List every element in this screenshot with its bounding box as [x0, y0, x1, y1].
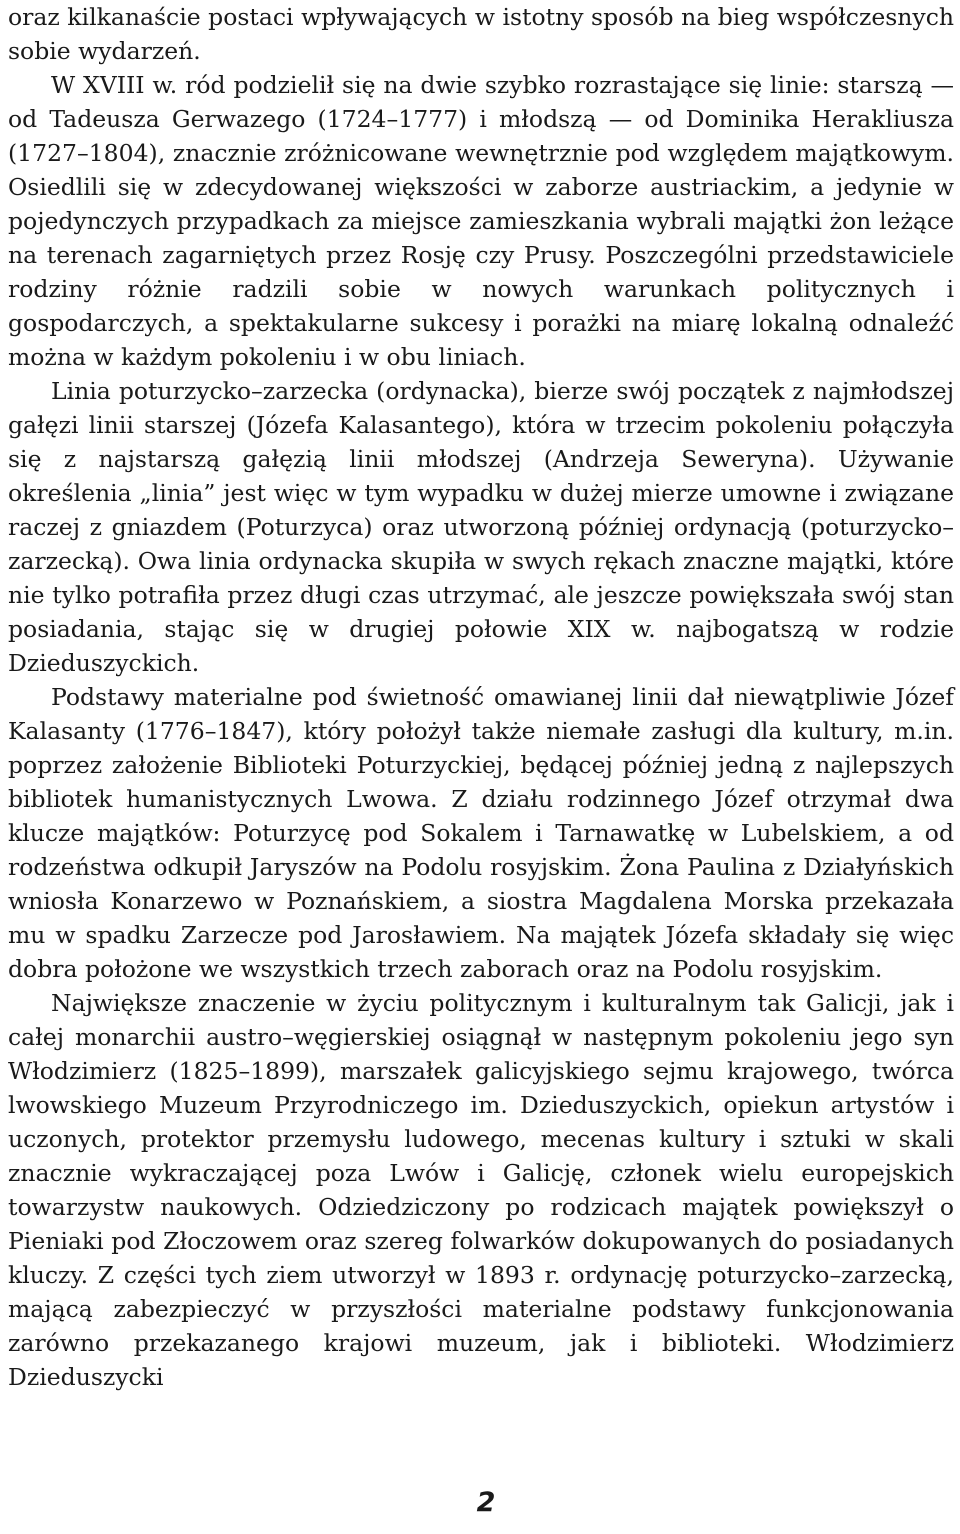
document-page — [8, 0, 954, 1534]
paragraph-ordynacka-line: Linia poturzycko–zarzecka (ordynacka), bierze swój początek z najmłodszej gałęzi linii starszej (Józefa Kalasantego), która w trzecim pokoleniu połączyła się z najstarszą gałęzią linii młodszej (Andrzeja Seweryna). Używanie określenia „linia” jest więc w tym wypadku w dużej mierze umowne i związane raczej z gniazdem (Poturzyca) oraz utworzoną później ordynacją (poturzycko–zarzecką). Owa linia ordynacka skupiła w swych rękach znaczne majątki, które nie tylko potrafiła przez długi czas utrzymać, ale jeszcze powiększała swój stan posiadania, stając się w drugiej połowie XIX w. najbogatszą w rodzie Dzieduszyckich. — [8, 377, 954, 677]
body-text — [8, 0, 954, 1394]
page-number: 2 — [476, 1487, 496, 1518]
paragraph-jozef-kalasanty: Podstawy materialne pod świetność omawianej linii dał niewątpliwie Józef Kalasanty (1776–1847), który położył także niemałe zasługi dla kultury, m.in. poprzez założenie Biblioteki Poturzyckiej, będącej później jedną z najlepszych bibliotek humanistycznych Lwowa. Z działu rodzinnego Józef otrzymał dwa klucze majątków: Poturzycę pod Sokalem i Tarnawatkę w Lubelskiem, a od rodzeństwa odkupił Jaryszów na Podolu rosyjskim. Żona Paulina z Działyńskich wniosła Konarzewo w Poznańskiem, a siostra Magdalena Morska przekazała mu w spadku Zarzecze pod Jarosławiem. Na majątek Józefa składały się więc dobra położone we wszystkich trzech zaborach oraz na Podolu rosyjskim. — [8, 683, 954, 983]
paragraph-wlodzimierz: Największe znaczenie w życiu politycznym i kulturalnym tak Galicji, jak i całej monarchii austro–węgierskiej osiągnął w następnym pokoleniu jego syn Włodzimierz (1825–1899), marszałek galicyjskiego sejmu krajowego, twórca lwowskiego Muzeum Przyrodniczego im. Dzieduszyckich, opiekun artystów i uczonych, protektor przemysłu ludowego, mecenas kultury i sztuki w skali znacznie wykraczającej poza Lwów i Galicję, członek wielu europejskich towarzystw naukowych. Odziedziczony po rodzicach majątek powiększył o Pieniaki pod Złoczowem oraz szereg folwarków dokupowanych do posiadanych kluczy. Z części tych ziem utworzył w 1893 r. ordynację poturzycko–zarzecką, mającą zabezpieczyć w przyszłości materialne podstawy funkcjonowania zarówno przekazanego krajowi muzeum, jak i biblioteki. Włodzimierz Dzieduszycki — [8, 989, 954, 1391]
paragraph-two-lines: W XVIII w. ród podzielił się na dwie szybko rozrastające się linie: starszą — od Tadeusza Gerwazego (1724–1777) i młodszą — od Dominika Herakliusza (1727–1804), znacznie zróżnicowane wewnętrznie pod względem majątkowym. Osiedlili się w zdecydowanej większości w zaborze austriackim, a jedynie w pojedynczych przypadkach za miejsce zamieszkania wybrali majątki żon leżące na terenach zagarniętych przez Rosję czy Prusy. Poszczególni przedstawiciele rodziny różnie radzili sobie w nowych warunkach politycznych i gospodarczych, a spektakularne sukcesy i porażki na miarę lokalną odnaleźć można w każdym pokoleniu i w obu liniach. — [8, 71, 954, 371]
paragraph-continuation: oraz kilkanaście postaci wpływających w istotny sposób na bieg współczesnych sobie wydarzeń. — [8, 3, 954, 65]
